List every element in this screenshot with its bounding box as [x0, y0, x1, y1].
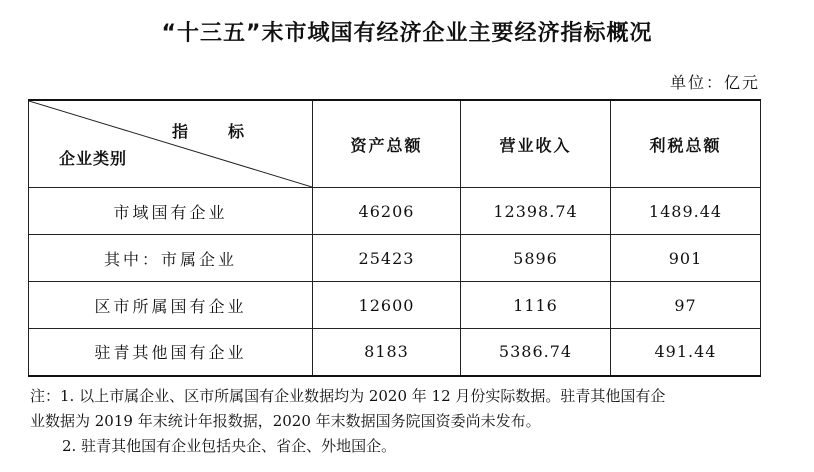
cell-revenue: 12398.74	[461, 188, 611, 235]
cell-revenue: 5896	[461, 235, 611, 282]
table-row	[29, 235, 761, 282]
corner-indicator-label: 指标	[171, 122, 284, 141]
row-label: 区市所属国有企业	[29, 282, 313, 329]
footnote-line-2: 2. 驻青其他国有企业包括央企、省企、外地国企。	[62, 437, 397, 455]
table-row	[29, 282, 761, 329]
cell-revenue: 1116	[461, 282, 611, 329]
table-row	[29, 188, 761, 235]
table-header-row	[29, 100, 761, 188]
row-label: 驻青其他国有企业	[29, 329, 313, 376]
footnotes	[30, 384, 770, 459]
cell-total-assets: 25423	[313, 235, 461, 282]
diagonal-header-cell	[29, 100, 313, 188]
column-header-total-assets: 资产总额	[313, 100, 461, 188]
column-header-revenue: 营业收入	[461, 100, 611, 188]
diagonal-line	[29, 101, 312, 187]
cell-profit-tax: 1489.44	[611, 188, 761, 235]
indicator-table	[28, 99, 761, 377]
cell-total-assets: 12600	[313, 282, 461, 329]
cell-total-assets: 8183	[313, 329, 461, 376]
footnote-line-1-continued: 业数据为 2019 年末统计年报数据，2020 年末数据国务院国资委尚未发布。	[30, 412, 541, 430]
page-title: “十三五”末市域国有经济企业主要经济指标概况	[161, 21, 653, 46]
table-row	[29, 329, 761, 376]
column-header-profit-tax: 利税总额	[611, 100, 761, 188]
footnote-line-1: 注：1. 以上市属企业、区市所属国有企业数据均为 2020 年 12 月份实际数据。驻青其他国有企	[30, 387, 666, 405]
cell-total-assets: 46206	[313, 188, 461, 235]
corner-category-label: 企业类别	[59, 149, 128, 168]
indicator-table-container	[28, 99, 760, 376]
unit-label: 单位：亿元	[669, 73, 760, 92]
row-label: 其中：市属企业	[29, 235, 313, 282]
cell-profit-tax: 97	[611, 282, 761, 329]
cell-profit-tax: 491.44	[611, 329, 761, 376]
cell-revenue: 5386.74	[461, 329, 611, 376]
row-label: 市域国有企业	[29, 188, 313, 235]
cell-profit-tax: 901	[611, 235, 761, 282]
